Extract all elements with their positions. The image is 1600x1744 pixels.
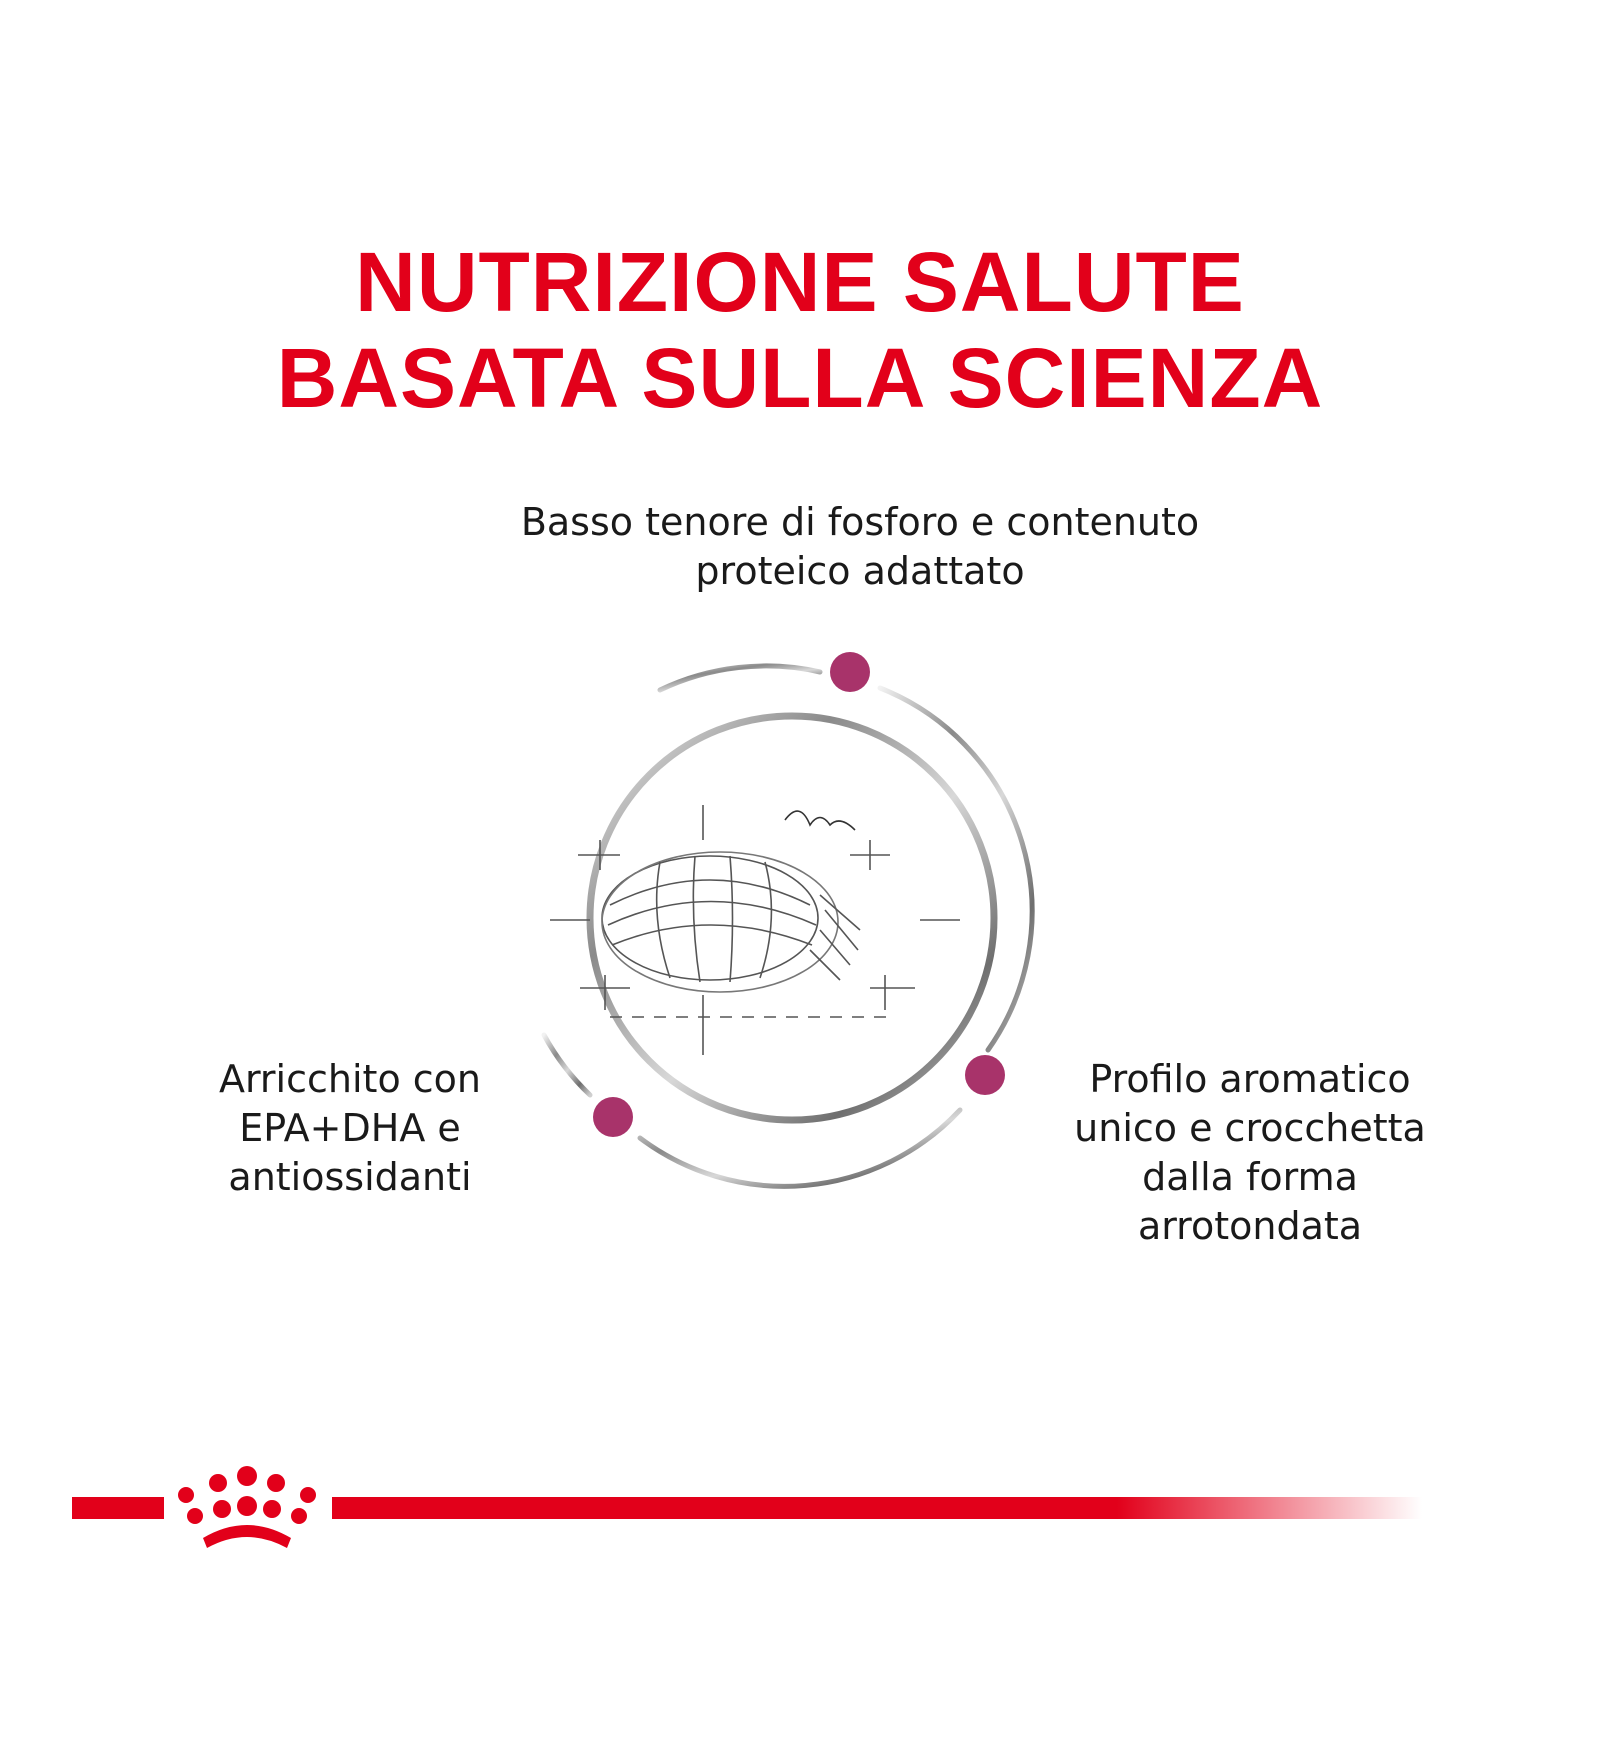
benefit-phosphorus-protein [440, 498, 1280, 596]
benefit-dot-top [830, 652, 870, 692]
benefit-dot-left [593, 1097, 633, 1137]
benefit-top-line-1: Basso tenore di fosforo e contenuto [520, 500, 1200, 544]
benefit-dot-right [965, 1055, 1005, 1095]
benefit-aroma-kibble [1040, 1055, 1460, 1251]
benefit-left-line-1: Arricchito con [218, 1057, 481, 1101]
royal-canin-crown-logo [178, 1466, 316, 1548]
benefit-left-line-2: EPA+DHA e [239, 1106, 461, 1150]
kibble-sketch-icon [550, 805, 960, 1055]
benefit-right-line-4: arrotondata [1137, 1204, 1363, 1248]
brand-bar-right [332, 1497, 1422, 1519]
brand-bar-left [72, 1497, 164, 1519]
benefits-diagram [520, 650, 1060, 1210]
benefit-right-line-2: unico e crocchetta [1074, 1106, 1426, 1150]
page-title [0, 234, 1600, 426]
title-line-1: NUTRIZIONE SALUTE [355, 235, 1245, 330]
benefit-epa-dha [150, 1055, 550, 1202]
benefit-right-line-3: dalla forma [1142, 1155, 1358, 1199]
brand-footer [0, 1460, 1600, 1560]
benefit-top-line-2: proteico adattato [695, 549, 1025, 593]
inner-ring [590, 716, 994, 1120]
outer-ring-left-arc [544, 1035, 590, 1095]
benefit-right-line-1: Profilo aromatico [1089, 1057, 1411, 1101]
benefit-left-line-3: antiossidanti [228, 1155, 472, 1199]
title-line-2: BASATA SULLA SCIENZA [276, 331, 1324, 426]
outer-ring-right-arc [880, 688, 1032, 1050]
outer-ring-top-arc [660, 666, 820, 690]
